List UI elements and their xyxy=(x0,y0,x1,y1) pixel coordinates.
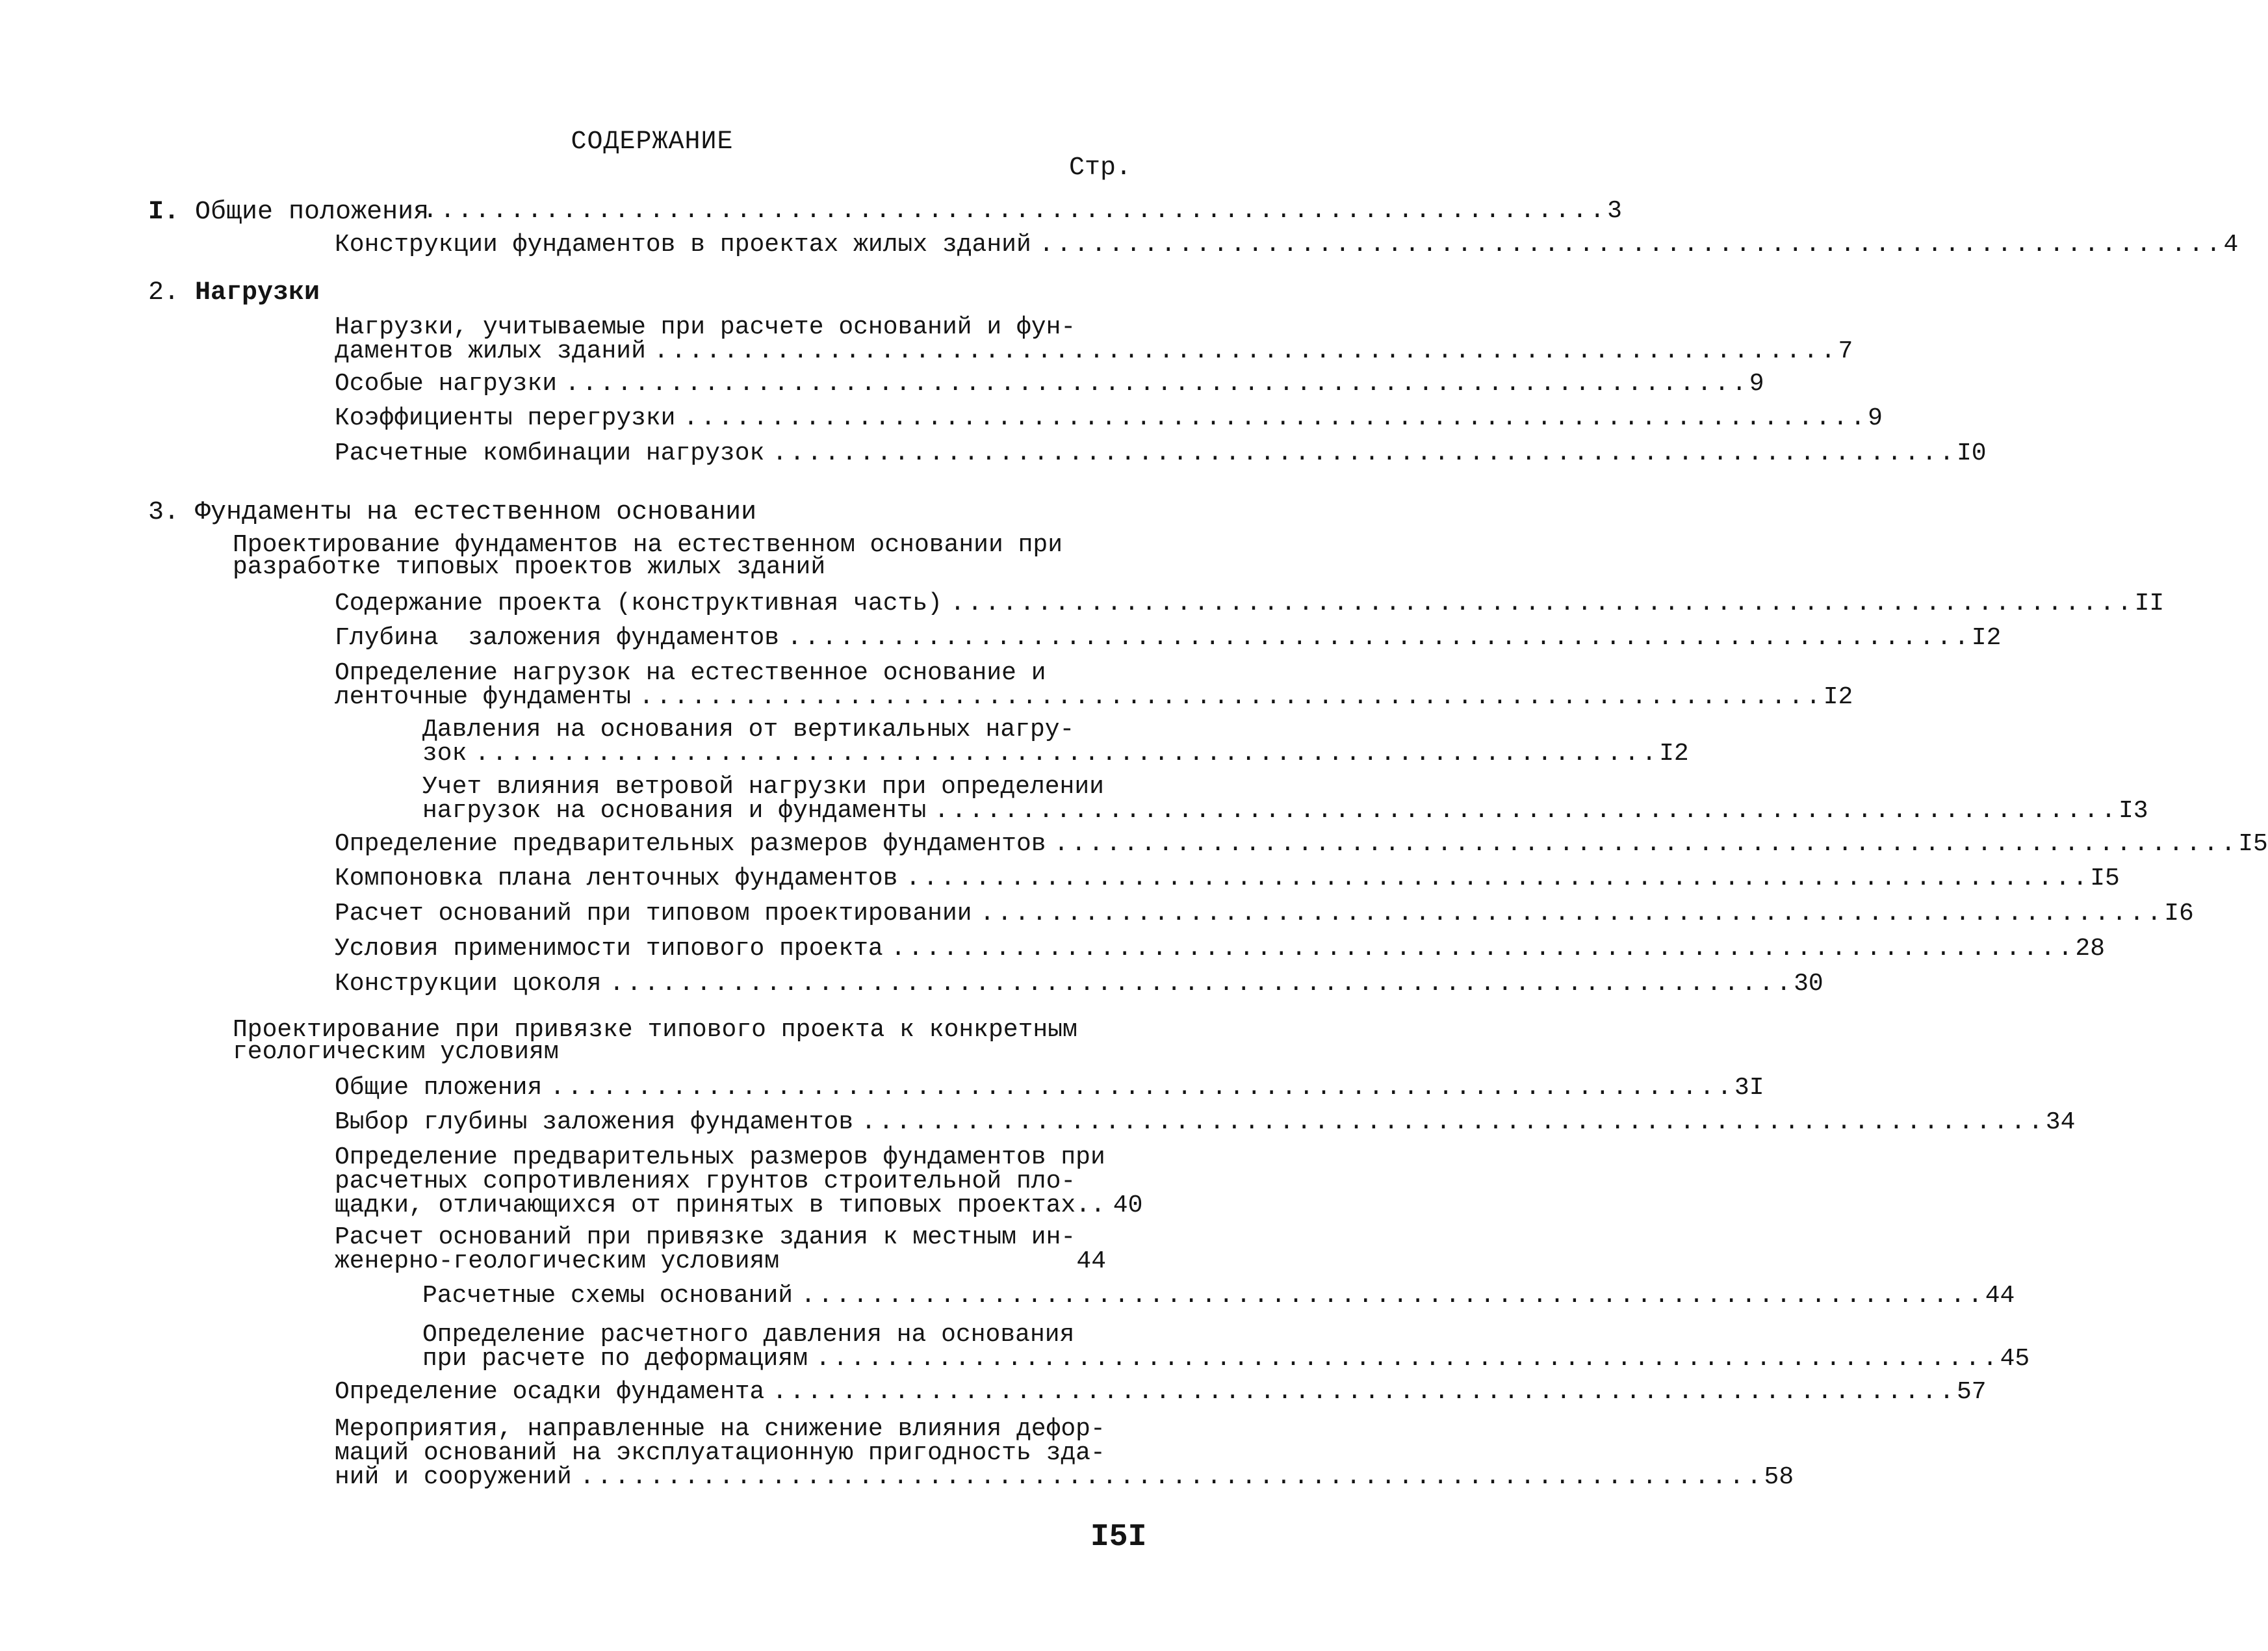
toc-entry: Условия применимости типового проекта .................................................................... 28 xyxy=(335,935,2106,963)
entry-title: Глубина заложения фундаментов xyxy=(335,624,780,652)
entry-title: Содержание проекта (конструктивная часть) xyxy=(335,590,942,618)
entry-title-line: даментов жилых зданий xyxy=(335,337,646,365)
toc-entry: Нагрузки, учитываемые при расчете оснований и фун- даментов жилых зданий .................................................................... 7 xyxy=(335,313,1853,365)
entry-title: Особые нагрузки xyxy=(335,370,558,398)
toc-entry: Выбор глубины заложения фундаментов .................................................................... 34 xyxy=(335,1108,2076,1136)
page-ref: I2 xyxy=(1823,683,1853,711)
page-ref: 9 xyxy=(1868,404,1883,432)
toc-entry: Коэффициенты перегрузки .................................................................... 9 xyxy=(335,404,1883,432)
entry-title-line: Мероприятия, направленные на снижение влияния дефор- xyxy=(335,1415,1105,1443)
page-ref: 30 xyxy=(1794,970,1823,998)
entry-title-line: Нагрузки, учитываемые при расчете оснований и фун- xyxy=(335,313,1076,341)
entry-title-line: Учет влияния ветровой нагрузки при определении xyxy=(422,773,1104,801)
section-title: Фундаменты на естественном основании xyxy=(195,498,757,527)
page-number: I5I xyxy=(1090,1520,1147,1555)
toc-entry: Расчет оснований при типовом проектировании .................................................................... I6 xyxy=(335,900,2194,928)
page-ref: 4 xyxy=(2223,231,2239,259)
entry-title: Общие пложения xyxy=(335,1074,543,1102)
page-ref: 44 xyxy=(1985,1282,2015,1310)
toc-entry xyxy=(335,1225,1106,1273)
toc-entry: Определение расчетного давления на основания при расчете по деформациям .................................................................... 45 xyxy=(422,1321,2030,1373)
section-number: 2. xyxy=(148,278,180,307)
toc-entry: .................................................................... 3 xyxy=(422,197,1622,225)
toc-entry: Глубина заложения фундаментов .................................................................... I2 xyxy=(335,624,2002,652)
toc-entry: Содержание проекта (конструктивная часть) .................................................................... II xyxy=(335,590,2165,618)
entry-title-line: нагрузок на основания и фундаменты xyxy=(422,797,927,825)
page-ref: I2 xyxy=(1659,740,1689,768)
page-ref: II xyxy=(2134,590,2165,618)
entry-title: Конструкции цоколя xyxy=(335,970,602,998)
page-ref: 28 xyxy=(2075,935,2106,963)
toc-section-2 xyxy=(148,278,320,307)
entry-title-line: маций оснований на эксплуатационную пригодность зда- xyxy=(335,1439,1105,1467)
subheading-line: разработке типовых проектов жилых зданий xyxy=(233,553,826,581)
entry-title: Условия применимости типового проекта xyxy=(335,935,883,963)
toc-entry: Расчетные схемы оснований .................................................................... 44 xyxy=(422,1282,2015,1310)
subheading-line: Проектирование фундаментов на естественном основании при xyxy=(233,531,1063,559)
entry-title-line: при расчете по деформациям xyxy=(422,1345,808,1373)
page-ref: 57 xyxy=(1956,1378,1987,1406)
section-title: Общие положения xyxy=(195,198,430,227)
page-ref: 45 xyxy=(2000,1345,2030,1373)
page-ref: I6 xyxy=(2164,900,2194,928)
entry-title-line: Расчет оснований при привязке здания к местным ин- xyxy=(335,1223,1076,1251)
entry-title: Определение предварительных размеров фундаментов xyxy=(335,830,1046,858)
page-ref: 58 xyxy=(1764,1463,1794,1491)
page-ref: 3 xyxy=(1607,197,1622,225)
toc-subheading xyxy=(233,1016,1077,1066)
page-ref: I3 xyxy=(2118,797,2148,825)
entry-title: Определение осадки фундамента xyxy=(335,1378,765,1406)
page-ref: 9 xyxy=(1749,370,1764,398)
toc-entry: Расчетные комбинации нагрузок .................................................................... I0 xyxy=(335,439,1987,467)
section-number: I. xyxy=(148,198,180,227)
subheading-line: геологическим условиям xyxy=(233,1038,559,1066)
page-ref: 3I xyxy=(1734,1074,1764,1102)
entry-title-line: Определение нагрузок на естественное основание и xyxy=(335,659,1046,687)
entry-title: Расчетные комбинации нагрузок xyxy=(335,439,765,467)
toc-entry: Определение нагрузок на естественное основание и ленточные фундаменты .................................................................... I2 xyxy=(335,659,1853,711)
page-ref: 34 xyxy=(2045,1108,2076,1136)
entry-title: Расчетные схемы оснований xyxy=(422,1282,793,1310)
toc-entry xyxy=(335,1143,1143,1219)
subheading-line: Проектирование при привязке типового проекта к конкретным xyxy=(233,1016,1077,1044)
page-ref: I5 xyxy=(2238,830,2268,858)
section-number: 3. xyxy=(148,498,180,527)
toc-entry: Учет влияния ветровой нагрузки при определении нагрузок на основания и фундаменты .................................................................... I3 xyxy=(422,773,2148,825)
page-column-label: Стр. xyxy=(1069,153,1132,183)
entry-title-line: Давления на основания от вертикальных нагру- xyxy=(422,716,1075,744)
section-title: Нагрузки xyxy=(195,278,320,307)
page-ref: I5 xyxy=(2090,864,2120,892)
page-ref: 40 xyxy=(1113,1191,1143,1219)
toc-entry: Определение осадки фундамента .................................................................... 57 xyxy=(335,1378,1987,1406)
entry-title: Конструкции фундаментов в проектах жилых зданий xyxy=(335,231,1031,259)
page-ref: 44 xyxy=(1076,1247,1106,1275)
entry-title-line: женерно-геологическим условиям xyxy=(335,1247,780,1275)
entry-title-line: ний и сооружений xyxy=(335,1463,572,1491)
entry-title-line: расчетных сопротивлениях грунтов строительной пло- xyxy=(335,1167,1076,1195)
page-ref: I2 xyxy=(1971,624,2002,652)
entry-title: Расчет оснований при типовом проектировании xyxy=(335,900,972,928)
toc-entry: Особые нагрузки .................................................................... 9 xyxy=(335,370,1764,398)
entry-title-line: ленточные фундаменты xyxy=(335,683,632,711)
toc-entry: Определение предварительных размеров фундаментов .................................................................... I5 xyxy=(335,830,2268,858)
toc-section-3 xyxy=(148,498,756,527)
toc-entry: Общие пложения .................................................................... 3I xyxy=(335,1074,1764,1102)
entry-title: Компоновка плана ленточных фундаментов xyxy=(335,864,898,892)
entry-title-line: Определение расчетного давления на основания xyxy=(422,1321,1075,1349)
entry-title-line: зок xyxy=(422,740,467,768)
page-ref: I0 xyxy=(1956,439,1987,467)
entry-title: Выбор глубины заложения фундаментов xyxy=(335,1108,854,1136)
toc-entry: Конструкции фундаментов в проектах жилых зданий .................................................................... 4 xyxy=(335,231,2239,259)
toc-subheading xyxy=(233,531,1063,581)
entry-title-line: щадки, отличающихся от принятых в типовых проектах.. xyxy=(335,1191,1105,1219)
page-ref: 7 xyxy=(1838,337,1853,365)
entry-title: Коэффициенты перегрузки xyxy=(335,404,676,432)
toc-entry: Компоновка плана ленточных фундаментов .................................................................... I5 xyxy=(335,864,2120,892)
toc-entry: Конструкции цоколя .................................................................... 30 xyxy=(335,970,1823,998)
toc-entry: Давления на основания от вертикальных нагру- зок .................................................................... I2 xyxy=(422,716,1689,768)
entry-title-line: Определение предварительных размеров фундаментов при xyxy=(335,1143,1105,1171)
page-title: СОДЕРЖАНИЕ xyxy=(571,127,734,157)
toc-entry: Мероприятия, направленные на снижение влияния дефор- маций оснований на эксплуатационную пригодность зда- ний и сооружений .................................................................... 58 xyxy=(335,1415,1794,1491)
